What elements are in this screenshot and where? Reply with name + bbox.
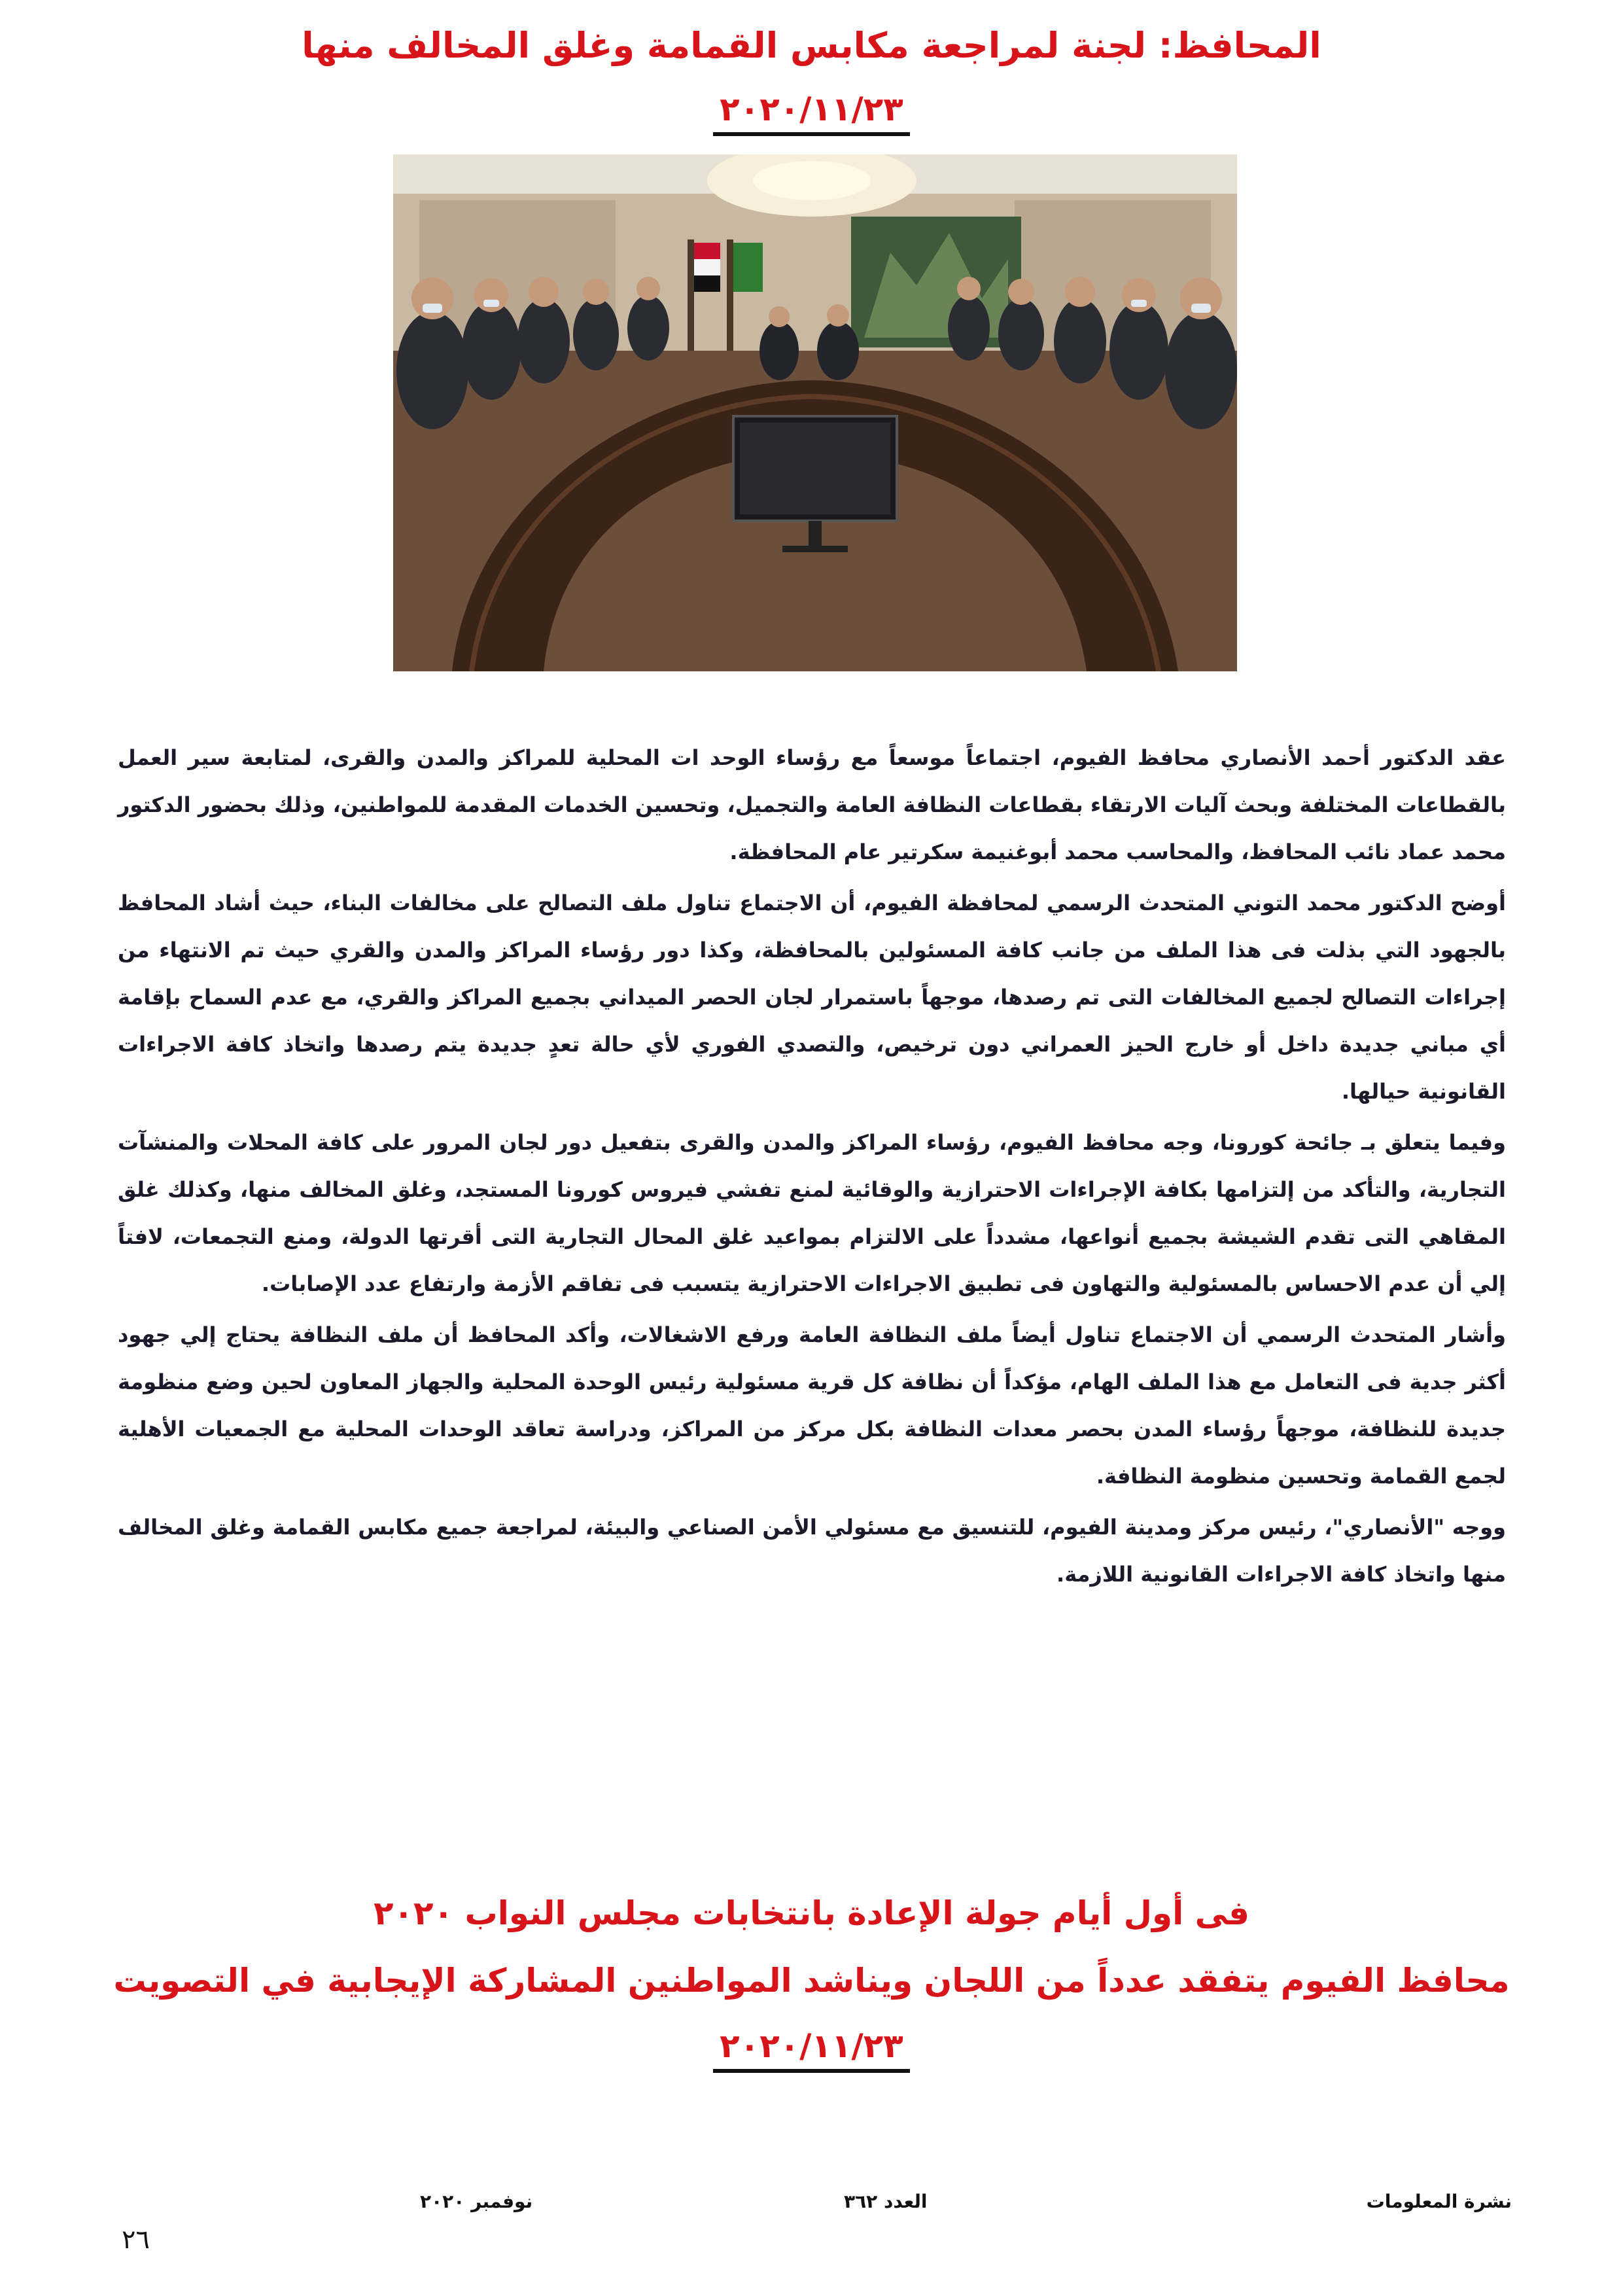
second-article-title-line1: فى أول أيام جولة الإعادة بانتخابات مجلس النواب ٢٠٢٠ bbox=[373, 1894, 1250, 1932]
article-body bbox=[118, 734, 1506, 1602]
article-paragraph: وأشار المتحدث الرسمي أن الاجتماع تناول أيضاً ملف النظافة العامة ورفع الاشغالات، وأكد المحافظ أن ملف النظافة يحتاج إلي جهود أكثر جدية فى التعامل مع هذا الملف الهام، مؤكداً أن نظافة كل قرية مسئولية رئيس الوحدة المحلية والجهاز المعاون لحين وضع منظومة جديدة للنظافة، موجهاً رؤساء المدن بحصر معدات النظافة بكل مركز من المراكز، ودراسة تعاقد الوحدات المحلية مع الجمعيات الأهلية لجمع القمامة وتحسين منظومة النظافة. bbox=[118, 1322, 1506, 1489]
article-title: المحافظ: لجنة لمراجعة مكابس القمامة وغلق المخالف منها bbox=[302, 25, 1321, 66]
footer-month: نوفمبر ٢٠٢٠ bbox=[420, 2191, 533, 2212]
footer-publication: نشرة المعلومات bbox=[1366, 2191, 1512, 2212]
article-date bbox=[0, 90, 1623, 136]
meeting-photo bbox=[393, 154, 1237, 671]
footer-issue: العدد ٣٦٢ bbox=[844, 2191, 928, 2212]
second-article-title-line2: محافظ الفيوم يتفقد عدداً من اللجان ويناشد المواطنين المشاركة الإيجابية في التصويت bbox=[113, 1962, 1510, 2000]
article-paragraph: ووجه "الأنصاري"، رئيس مركز ومدينة الفيوم، للتنسيق مع مسئولي الأمن الصناعي والبيئة، لمراجعة جميع مكابس القمامة وغلق المخالف منها واتخاذ كافة الاجراءات القانونية اللازمة. bbox=[118, 1515, 1506, 1587]
article-date-text: ٢٠٢٠/١١/٢٣ bbox=[713, 90, 910, 136]
second-article-date bbox=[0, 2027, 1623, 2073]
article-paragraph: أوضح الدكتور محمد التوني المتحدث الرسمي لمحافظة الفيوم، أن الاجتماع تناول ملف التصالح على مخالفات البناء، حيث أشاد المحافظ بالجهود التي بذلت فى هذا الملف من جانب كافة المسئولين بالمحافظة، وكذا دور رؤساء المراكز والمدن والقري حيث تم الانتهاء من إجراءات التصالح لجميع المخالفات التى تم رصدها، موجهاً باستمرار لجان الحصر الميداني بجميع المراكز والقري، مع عدم السماح بإقامة أي مباني جديدة داخل أو خارج الحيز العمراني دون ترخيص، والتصدي الفوري لأي حالة تعدٍ جديدة يتم رصدها واتخاذ كافة الاجراءات القانونية حيالها. bbox=[118, 891, 1506, 1104]
second-article-date-text: ٢٠٢٠/١١/٢٣ bbox=[713, 2027, 910, 2073]
article-paragraph: عقد الدكتور أحمد الأنصاري محافظ الفيوم، اجتماعاً موسعاً مع رؤساء الوحد ات المحلية للمراكز والمدن والقرى، لمتابعة سير العمل بالقطاعات المختلفة وبحث آليات الارتقاء بقطاعات النظافة العامة والتجميل، وتحسين الخدمات المقدمة للمواطنين، وذلك بحضور الدكتور محمد عماد نائب المحافظ، والمحاسب محمد أبوغنيمة سكرتير عام المحافظة. bbox=[118, 745, 1506, 864]
article-paragraph: وفيما يتعلق بـ جائحة كورونا، وجه محافظ الفيوم، رؤساء المراكز والمدن والقرى بتفعيل دور لجان المرور على كافة المحلات والمنشآت التجارية، والتأكد من إلتزامها بكافة الإجراءات الاحترازية والوقائية لمنع تفشي فيروس كورونا المستجد، وغلق المخالف منها، وكذلك غلق المقاهي التى تقدم الشيشة بجميع أنواعها، مشدداً على الالتزام بمواعيد غلق المحال التجارية التى أقرتها الدولة، ومنع التجمعات، لافتاً إلي أن عدم الاحساس بالمسئولية والتهاون فى تطبيق الاجراءات الاحترازية يتسبب فى تفاقم الأزمة وارتفاع عدد الإصابات. bbox=[118, 1130, 1506, 1296]
page-number: ٢٦ bbox=[122, 2225, 150, 2255]
